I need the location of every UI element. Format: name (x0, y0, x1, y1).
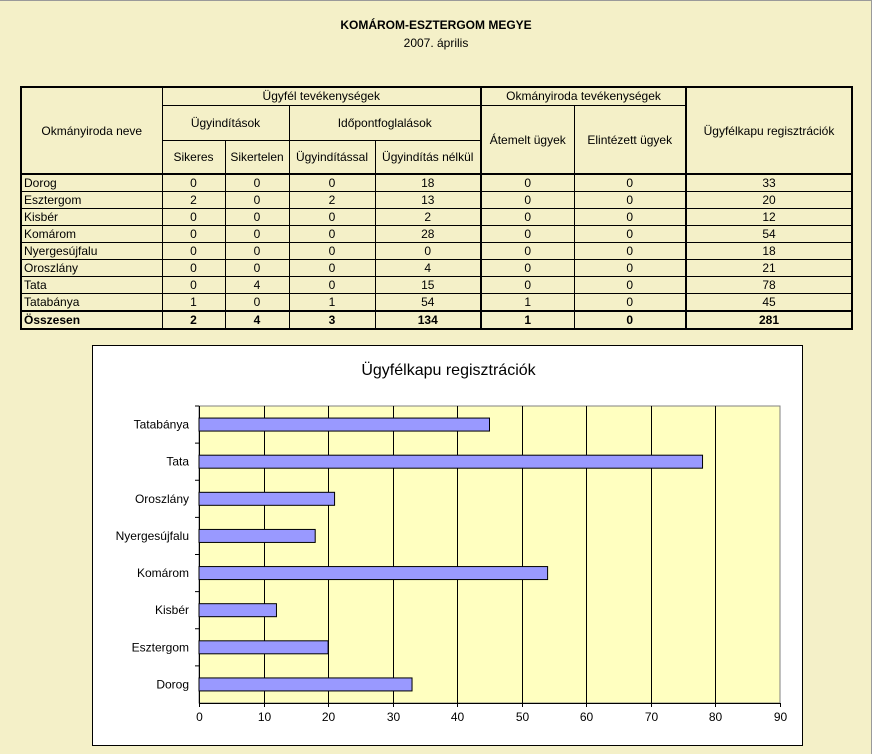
table-row (21, 243, 852, 260)
cell-with: 0 (289, 209, 375, 226)
cell-with: 3 (289, 311, 375, 329)
cell-success: 0 (162, 260, 225, 277)
cell-processed: 0 (574, 209, 686, 226)
cell-with: 0 (289, 277, 375, 294)
cell-processed: 0 (574, 243, 686, 260)
table-row (21, 260, 852, 277)
cell-without: 18 (375, 174, 481, 192)
x-tick-label: 60 (579, 710, 594, 724)
y-category-label: Tatabánya (133, 417, 189, 432)
cell-without: 2 (375, 209, 481, 226)
bar (199, 492, 335, 505)
cell-portal: 18 (686, 243, 852, 260)
cell-fail: 4 (225, 311, 289, 329)
office-name: Nyergesújfalu (21, 243, 162, 260)
bar-chart (93, 346, 804, 747)
cell-fail: 0 (225, 294, 289, 312)
bar (199, 567, 548, 580)
office-name: Kisbér (21, 209, 162, 226)
cell-portal: 21 (686, 260, 852, 277)
office-name: Tata (21, 277, 162, 294)
y-category-label: Nyergesújfalu (115, 528, 189, 543)
cell-portal: 33 (686, 174, 852, 192)
cell-fail: 0 (225, 243, 289, 260)
bar (199, 604, 276, 617)
cell-success: 0 (162, 174, 225, 192)
office-name: Esztergom (21, 192, 162, 209)
report-subtitle: 2007. április (403, 36, 469, 50)
cell-processed: 0 (574, 260, 686, 277)
table-row (21, 277, 852, 294)
cell-fail: 0 (225, 226, 289, 243)
cell-success: 0 (162, 226, 225, 243)
office-name: Összesen (21, 311, 162, 329)
cell-transferred: 1 (481, 294, 574, 312)
cell-success: 2 (162, 192, 225, 209)
group-header-office: Okmányiroda tevékenységek (481, 87, 686, 106)
office-name: Dorog (21, 174, 162, 192)
cell-without: 54 (375, 294, 481, 312)
col-header-transferred: Átemelt ügyek (481, 106, 574, 175)
col-header-portal: Ügyfélkapu regisztrációk (686, 87, 852, 174)
group-header-client: Ügyfél tevékenységek (162, 87, 481, 106)
bar (199, 529, 315, 542)
y-category-label: Komárom (136, 566, 189, 581)
col-header-without: Ügyindítás nélkül (375, 141, 481, 175)
y-category-label: Kisbér (154, 603, 189, 618)
office-name: Tatabánya (21, 294, 162, 312)
cell-without: 134 (375, 311, 481, 329)
cell-transferred: 0 (481, 226, 574, 243)
cell-processed: 0 (574, 174, 686, 192)
x-tick-label: 10 (257, 710, 272, 724)
subgroup-header-initiations: Ügyindítások (162, 106, 289, 141)
cell-processed: 0 (574, 294, 686, 312)
cell-success: 0 (162, 243, 225, 260)
bar (199, 678, 412, 691)
cell-fail: 4 (225, 277, 289, 294)
cell-with: 1 (289, 294, 375, 312)
cell-without: 28 (375, 226, 481, 243)
cell-with: 0 (289, 174, 375, 192)
cell-success: 1 (162, 294, 225, 312)
y-category-label: Tata (166, 454, 189, 469)
x-tick-label: 30 (386, 710, 401, 724)
y-category-label: Dorog (156, 677, 189, 692)
stats-table (20, 86, 853, 330)
table-total-row (21, 311, 852, 329)
col-header-success: Sikeres (162, 141, 225, 175)
cell-without: 13 (375, 192, 481, 209)
x-tick-label: 50 (515, 710, 530, 724)
window-border-top (0, 0, 872, 1)
cell-fail: 0 (225, 209, 289, 226)
col-header-with: Ügyindítással (289, 141, 375, 175)
subgroup-header-appointments: Időpontfoglalások (289, 106, 481, 141)
cell-success: 2 (162, 311, 225, 329)
cell-portal: 12 (686, 209, 852, 226)
cell-without: 15 (375, 277, 481, 294)
table-row (21, 174, 852, 192)
cell-transferred: 0 (481, 277, 574, 294)
bar (199, 641, 328, 654)
cell-success: 0 (162, 277, 225, 294)
chart-panel (92, 345, 803, 746)
table-row (21, 209, 852, 226)
cell-processed: 0 (574, 311, 686, 329)
bar (199, 455, 703, 468)
plot-area (199, 406, 780, 703)
cell-fail: 0 (225, 192, 289, 209)
office-name: Komárom (21, 226, 162, 243)
cell-portal: 45 (686, 294, 852, 312)
cell-transferred: 0 (481, 209, 574, 226)
cell-transferred: 0 (481, 174, 574, 192)
cell-without: 4 (375, 260, 481, 277)
x-tick-label: 70 (644, 710, 659, 724)
x-tick-label: 0 (196, 710, 203, 724)
col-header-fail: Sikertelen (225, 141, 289, 175)
cell-with: 0 (289, 260, 375, 277)
cell-portal: 281 (686, 311, 852, 329)
cell-processed: 0 (574, 192, 686, 209)
col-header-processed: Elintézett ügyek (574, 106, 686, 175)
cell-transferred: 1 (481, 311, 574, 329)
cell-with: 0 (289, 243, 375, 260)
chart-title: Ügyfélkapu regisztrációk (361, 362, 536, 379)
office-name: Oroszlány (21, 260, 162, 277)
cell-portal: 54 (686, 226, 852, 243)
cell-portal: 20 (686, 192, 852, 209)
x-tick-label: 80 (708, 710, 723, 724)
cell-with: 0 (289, 226, 375, 243)
cell-fail: 0 (225, 260, 289, 277)
report-title: KOMÁROM-ESZTERGOM MEGYE (340, 18, 532, 32)
cell-success: 0 (162, 209, 225, 226)
y-category-label: Oroszlány (134, 491, 189, 506)
x-tick-label: 90 (773, 710, 788, 724)
cell-processed: 0 (574, 277, 686, 294)
x-tick-label: 40 (450, 710, 465, 724)
x-tick-label: 20 (321, 710, 336, 724)
bar (199, 418, 490, 431)
table-row (21, 226, 852, 243)
table-row (21, 192, 852, 209)
cell-portal: 78 (686, 277, 852, 294)
cell-fail: 0 (225, 174, 289, 192)
cell-without: 0 (375, 243, 481, 260)
col-header-office: Okmányiroda neve (21, 87, 162, 174)
cell-transferred: 0 (481, 192, 574, 209)
cell-transferred: 0 (481, 243, 574, 260)
cell-processed: 0 (574, 226, 686, 243)
cell-transferred: 0 (481, 260, 574, 277)
cell-with: 2 (289, 192, 375, 209)
table-row (21, 294, 852, 312)
y-category-label: Esztergom (131, 640, 189, 655)
